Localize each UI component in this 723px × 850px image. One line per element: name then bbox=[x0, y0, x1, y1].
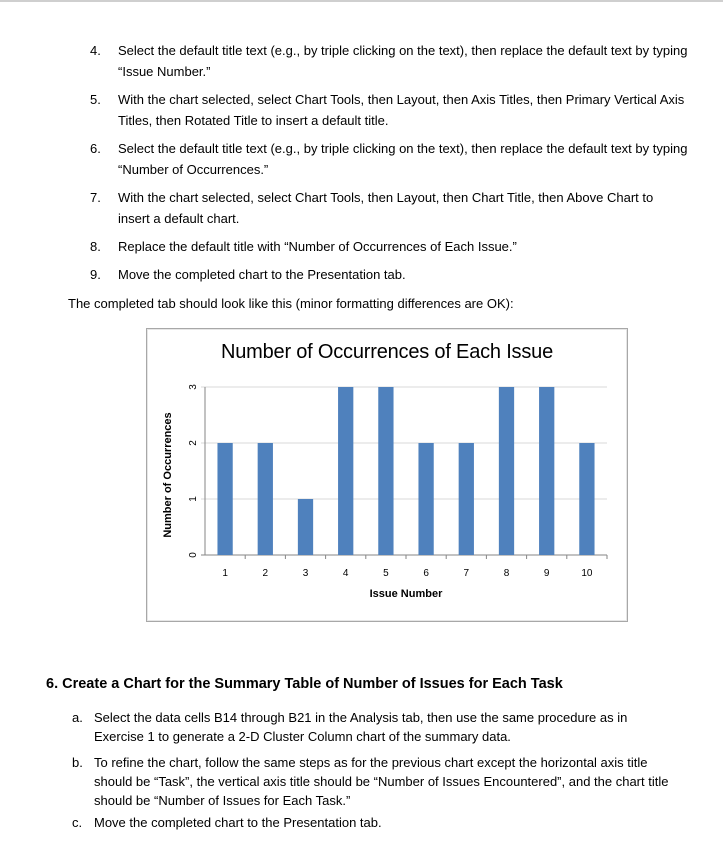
section-item-letter: a. bbox=[72, 710, 83, 725]
section-item-letter: c. bbox=[72, 815, 83, 830]
chart-title: Number of Occurrences of Each Issue bbox=[220, 341, 554, 363]
step-number: 9. bbox=[90, 267, 101, 282]
section-item-letter: b. bbox=[72, 755, 83, 770]
step-number: 6. bbox=[90, 141, 101, 156]
y-tick-label: 1 bbox=[188, 496, 199, 502]
x-tick-label: 10 bbox=[581, 568, 593, 579]
step-text: Replace the default title with “Number of Occurrences of Each Issue.” bbox=[118, 239, 517, 254]
x-tick-label: 2 bbox=[262, 568, 269, 579]
bar bbox=[418, 443, 433, 555]
bar bbox=[499, 387, 514, 555]
x-axis-title: Issue Number bbox=[369, 588, 443, 600]
x-tick-label: 3 bbox=[302, 568, 309, 579]
step-number: 8. bbox=[90, 239, 101, 254]
bar bbox=[258, 443, 273, 555]
section-heading: 6. Create a Chart for the Summary Table of Number of Issues for Each Task bbox=[46, 676, 563, 692]
step-text: Select the default title text (e.g., by triple clicking on the text), then replace the default text by typing “Issue Number.” bbox=[118, 43, 688, 79]
x-tick-label: 6 bbox=[423, 568, 429, 579]
chart-container[interactable] bbox=[146, 328, 628, 622]
bar bbox=[579, 443, 594, 555]
bar bbox=[459, 443, 474, 555]
section-item-text: Select the data cells B14 through B21 in the Analysis tab, then use the same procedure as in Exercise 1 to generate a 2-D Cluster Column chart of the summary data. bbox=[94, 710, 628, 744]
x-tick-label: 4 bbox=[342, 568, 349, 579]
intro-text: The completed tab should look like this (minor formatting differences are OK): bbox=[68, 296, 514, 311]
step-number: 5. bbox=[90, 92, 101, 107]
bar bbox=[217, 443, 232, 555]
step-text: Move the completed chart to the Presentation tab. bbox=[118, 267, 406, 282]
bar bbox=[539, 387, 554, 555]
y-tick-label: 2 bbox=[188, 440, 199, 446]
section-item-text: To refine the chart, follow the same steps as for the previous chart except the horizontal axis title should be “Task”, the vertical axis title should be “Number of Issues Encountered”, and the chart title should be “Number of Issues for Each Task.” bbox=[94, 755, 669, 808]
step-number: 4. bbox=[90, 43, 101, 58]
y-tick-label: 0 bbox=[188, 552, 199, 558]
step-number: 7. bbox=[90, 190, 101, 205]
column-chart bbox=[147, 329, 627, 621]
x-tick-label: 5 bbox=[383, 568, 389, 579]
page-top-border bbox=[0, 0, 723, 2]
x-tick-label: 7 bbox=[463, 568, 470, 579]
section-item-text: Move the completed chart to the Presentation tab. bbox=[94, 815, 382, 830]
x-tick-label: 8 bbox=[503, 568, 510, 579]
y-tick-label: 3 bbox=[188, 384, 199, 390]
x-tick-label: 1 bbox=[222, 568, 228, 579]
bar bbox=[378, 387, 393, 555]
step-text: With the chart selected, select Chart Tools, then Layout, then Axis Titles, then Primary Vertical Axis Titles, then Rotated Title to insert a default title. bbox=[118, 92, 685, 128]
bar bbox=[338, 387, 353, 555]
step-text: Select the default title text (e.g., by triple clicking on the text), then replace the default text by typing “Number of Occurrences.” bbox=[118, 141, 688, 177]
step-text: With the chart selected, select Chart Tools, then Layout, then Chart Title, then Above Chart to insert a default chart. bbox=[118, 190, 654, 226]
x-tick-label: 9 bbox=[543, 568, 550, 579]
y-axis-title: Number of Occurrences bbox=[162, 412, 174, 538]
bar bbox=[298, 499, 313, 555]
